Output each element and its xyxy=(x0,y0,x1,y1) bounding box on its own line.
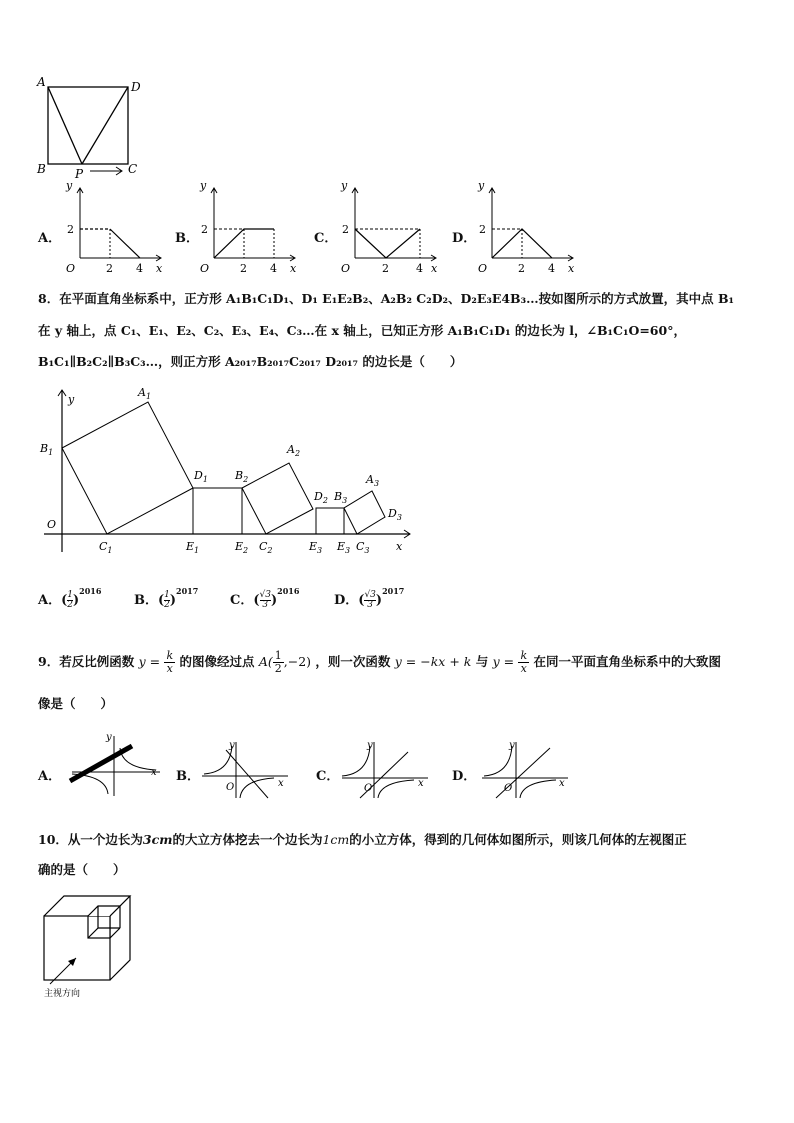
svg-text:A3 xyxy=(365,473,379,488)
q8-A2-sub: 2 xyxy=(294,449,301,458)
q9-point-rest: ,−2) xyxy=(283,654,312,669)
q8-B1-sub: 1 xyxy=(48,448,54,457)
q8-A3: A xyxy=(366,473,374,486)
q8d-num: √3 xyxy=(364,590,376,600)
svg-text:D3 xyxy=(387,507,402,522)
q7a-xt1: 2 xyxy=(106,262,113,275)
q8-E3-sub: 3 xyxy=(317,546,323,555)
q9-x2: x xyxy=(520,662,527,675)
svg-text:C1 xyxy=(99,540,113,555)
q7-option-d-letter: D． xyxy=(452,231,477,246)
q8a-open: ( xyxy=(61,593,68,608)
q9-linear: y = −kx + k xyxy=(394,654,472,669)
q10-mid1: 的大立方体挖去一个边长为 xyxy=(172,832,323,847)
q10-cube-figure xyxy=(36,890,146,1005)
svg-text:A2 xyxy=(286,443,300,458)
q9-k2: k xyxy=(520,649,528,662)
q7c-y: y xyxy=(341,180,348,192)
q8-line3: B₁C₁∥B₂C₂∥B₃C₃…，则正方形 A₂₀₁₇B₂₀₁₇C₂₀₁₇ D₂₀₁₇ 的边长是（ ） xyxy=(38,354,463,369)
q7a-origin: O xyxy=(66,262,76,275)
q8b-num: 1 xyxy=(164,590,170,600)
q9-line1 xyxy=(38,650,721,675)
q7b-ytick: 2 xyxy=(201,223,208,236)
q8b-letter: B． xyxy=(134,593,158,608)
q8-C3: C xyxy=(356,540,365,553)
q9c-y: y xyxy=(367,740,373,751)
q9-option-a-graph xyxy=(60,728,170,798)
q9-option-c-letter: C． xyxy=(316,769,340,784)
q8-C3-sub: 3 xyxy=(364,546,370,555)
q8d-den: 3 xyxy=(367,600,374,610)
q8-option-b xyxy=(134,585,199,610)
q9-k1: k xyxy=(166,649,174,662)
svg-text:B1 xyxy=(39,442,53,457)
svg-text:E1 xyxy=(185,540,199,555)
q9b-y: y xyxy=(229,740,235,751)
q7-option-a-letter: A． xyxy=(38,231,62,246)
q7d-xt2: 4 xyxy=(548,262,555,275)
q9-func2: y = xyxy=(492,654,515,669)
q8-x: x xyxy=(396,540,403,553)
q9-tail: 在同一平面直角坐标系中的大致图 xyxy=(533,654,721,669)
q7-option-a-graph xyxy=(58,180,173,278)
q8c-close: ) xyxy=(270,593,278,608)
svg-text:D2 xyxy=(313,490,328,505)
q8-option-d xyxy=(334,585,405,610)
q9d-origin: O xyxy=(504,783,513,794)
q8-C2: C xyxy=(259,540,268,553)
q8-B3: B xyxy=(334,490,343,503)
svg-text:C2 xyxy=(259,540,273,555)
svg-text:E2 xyxy=(234,540,248,555)
q9-option-c-graph xyxy=(336,738,436,800)
q8c-den: 3 xyxy=(262,600,269,610)
q8b-open: ( xyxy=(158,593,165,608)
q9b-origin: O xyxy=(226,782,235,793)
q7d-x: x xyxy=(568,262,575,275)
q8-E2: E xyxy=(235,540,244,553)
q8-B2: B xyxy=(235,469,244,482)
q8b-close: ) xyxy=(169,593,177,608)
q8-E4: E xyxy=(337,540,346,553)
q8-O: O xyxy=(47,518,57,531)
q7a-ytick: 2 xyxy=(67,223,74,236)
svg-text:A1 xyxy=(137,386,151,401)
q7d-origin: O xyxy=(478,262,488,275)
svg-text:B3 xyxy=(333,490,347,505)
q8-D1: D xyxy=(194,469,203,482)
q8-D3: D xyxy=(388,507,397,520)
q9-option-a-letter: A． xyxy=(38,769,62,784)
q9-mid2: ，则一次函数 xyxy=(315,654,391,669)
q8-D2-sub: 2 xyxy=(322,496,328,505)
q8a-num: 1 xyxy=(67,590,73,600)
label-C: C xyxy=(128,162,138,176)
svg-text:D1 xyxy=(193,469,208,484)
q8-E2-sub: 2 xyxy=(243,546,249,555)
q8c-num: √3 xyxy=(259,590,271,600)
q7-option-c-graph xyxy=(333,180,448,278)
q8-E1-sub: 1 xyxy=(194,546,200,555)
q8d-close: ) xyxy=(375,593,383,608)
q7c-origin: O xyxy=(341,262,351,275)
q7-square-figure xyxy=(30,70,160,185)
q8-C1-sub: 1 xyxy=(107,546,113,555)
q7a-xt2: 4 xyxy=(136,262,143,275)
q8a-close: ) xyxy=(72,593,80,608)
q10-len1: 3cm xyxy=(142,832,173,847)
q8-line2: 在 y 轴上，点 C₁、E₁、E₂、C₂、E₃、E₄、C₃…在 x 轴上，已知正方形 A₁B₁C₁D₁ 的边长为 l，∠B₁C₁O=60°， xyxy=(38,323,686,338)
q8-A1-sub: 1 xyxy=(145,392,152,401)
q7c-xt1: 2 xyxy=(382,262,389,275)
q7b-origin: O xyxy=(200,262,210,275)
q8-squares-figure xyxy=(30,382,420,562)
q8-A2: A xyxy=(287,443,295,456)
q10-line1 xyxy=(38,834,687,847)
q9a-x: x xyxy=(151,767,157,778)
q8-line1: 8．在平面直角坐标系中，正方形 A₁B₁C₁D₁、D₁ E₁E₂B₂、A₂B₂ C₂D₂、D₂E₃E4B₃…按如图所示的方式放置，其中点 B₁ xyxy=(38,291,734,306)
q7b-xt2: 4 xyxy=(270,262,277,275)
q9c-origin: O xyxy=(364,783,373,794)
q10-view-label: 主视方向 xyxy=(44,989,81,999)
q10-len2: 1cm xyxy=(322,832,350,847)
q7d-ytick: 2 xyxy=(479,223,486,236)
q9-option-b-graph xyxy=(196,738,296,800)
svg-text:B2 xyxy=(234,469,248,484)
q8-D3-sub: 3 xyxy=(396,513,402,522)
q7a-y: y xyxy=(66,180,73,192)
q9-prefix: 9．若反比例函数 xyxy=(38,654,135,669)
q9-half-num: 1 xyxy=(274,649,282,662)
q7c-ytick: 2 xyxy=(342,223,349,236)
q8a-den: 2 xyxy=(67,600,73,610)
q9d-y: y xyxy=(509,740,515,751)
q8-B3-sub: 3 xyxy=(342,496,348,505)
q9-line2: 像是（ ） xyxy=(38,696,114,711)
q7-option-d-graph xyxy=(470,180,585,278)
q7c-x: x xyxy=(431,262,438,275)
label-A: A xyxy=(37,75,46,89)
q7b-xt1: 2 xyxy=(240,262,247,275)
q8-B1: B xyxy=(40,442,49,455)
q9b-x: x xyxy=(278,778,284,789)
q9-option-d-letter: D． xyxy=(452,769,477,784)
q7d-y: y xyxy=(478,180,485,192)
label-B: B xyxy=(37,162,46,176)
q8-D1-sub: 1 xyxy=(202,475,208,484)
q8-A3-sub: 3 xyxy=(373,479,380,488)
q9-mid1: 的图像经过点 xyxy=(179,654,255,669)
q8d-open: ( xyxy=(358,593,365,608)
q8-C1: C xyxy=(99,540,108,553)
q8a-letter: A． xyxy=(38,593,62,608)
q7-option-b-letter: B． xyxy=(175,231,199,246)
q7-option-b-graph xyxy=(192,180,307,278)
q8c-open: ( xyxy=(253,593,260,608)
q10-prefix: 10．从一个边长为 xyxy=(38,832,143,847)
q8-option-a xyxy=(38,585,102,610)
q9-func1: y = xyxy=(138,654,161,669)
q7b-y: y xyxy=(200,180,207,192)
q8b-den: 2 xyxy=(164,600,170,610)
q8-D2: D xyxy=(314,490,323,503)
q7b-x: x xyxy=(290,262,297,275)
q8-y: y xyxy=(68,393,75,406)
svg-text:E3 xyxy=(308,540,322,555)
q9-x1: x xyxy=(166,662,173,675)
q8-E3: E xyxy=(309,540,318,553)
q9-half-den: 2 xyxy=(274,662,282,675)
q8c-exp: 2016 xyxy=(277,585,300,596)
q9c-x: x xyxy=(418,778,424,789)
q8-option-c xyxy=(230,585,300,610)
q8a-exp: 2016 xyxy=(79,585,102,596)
label-D: D xyxy=(131,80,141,94)
q9a-y: y xyxy=(106,732,112,743)
q8-E4-sub: 3 xyxy=(345,546,351,555)
q9-mid3: 与 xyxy=(475,654,489,669)
q8-E1: E xyxy=(186,540,195,553)
q9d-x: x xyxy=(559,778,565,789)
q8d-letter: D． xyxy=(334,593,359,608)
q7a-x: x xyxy=(156,262,163,275)
q8-A1: A xyxy=(138,386,146,399)
q10-tail: 的小立方体，得到的几何体如图所示，则该几何体的左视图正 xyxy=(349,832,687,847)
label-P: P xyxy=(75,167,84,181)
q8d-exp: 2017 xyxy=(382,585,405,596)
q7-option-c-letter: C． xyxy=(314,231,338,246)
q7d-xt1: 2 xyxy=(518,262,525,275)
q8c-letter: C． xyxy=(230,593,254,608)
q8-B2-sub: 2 xyxy=(243,475,249,484)
q9-option-d-graph xyxy=(476,738,576,800)
q10-line2: 确的是（ ） xyxy=(38,862,126,877)
svg-text:E3 xyxy=(336,540,350,555)
q7c-xt2: 4 xyxy=(416,262,423,275)
q8-C2-sub: 2 xyxy=(267,546,273,555)
q9-pointA: A( xyxy=(258,654,273,669)
q9-option-b-letter: B． xyxy=(176,769,200,784)
q8b-exp: 2017 xyxy=(176,585,199,596)
svg-text:C3 xyxy=(356,540,370,555)
